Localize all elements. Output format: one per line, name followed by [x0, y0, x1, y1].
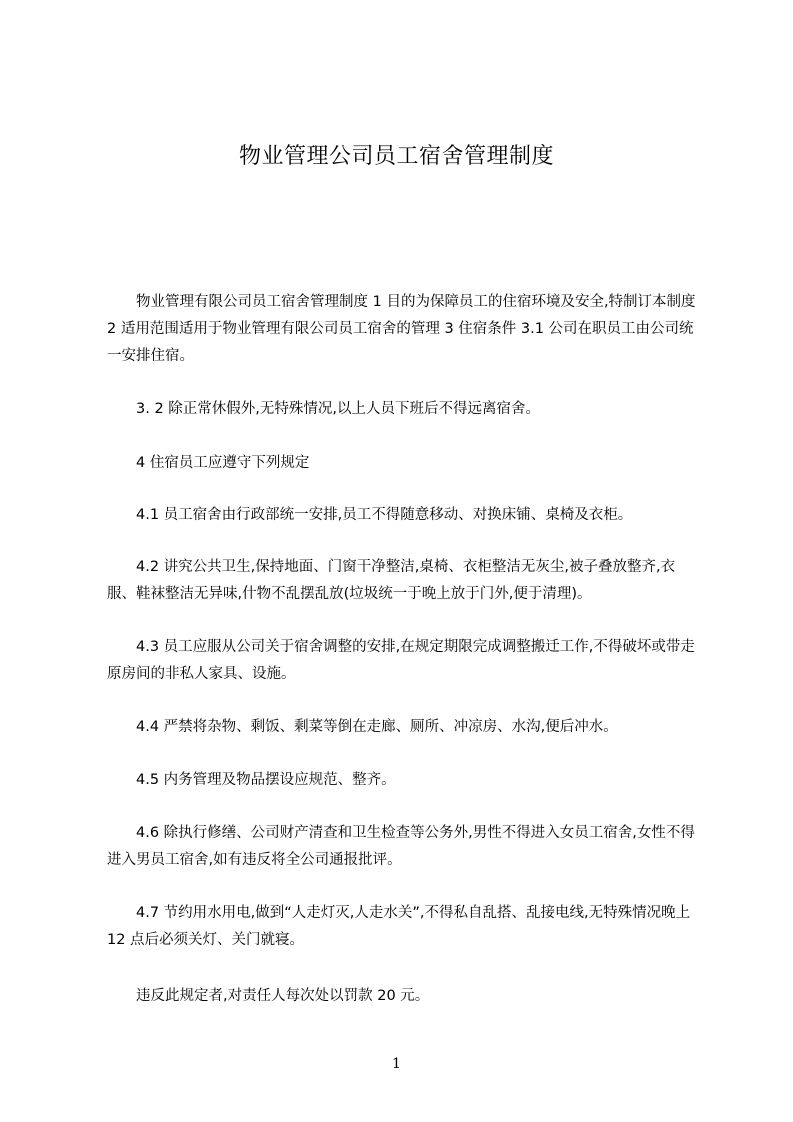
paragraph-penalty: [107, 983, 701, 1010]
page-number: 1: [392, 1056, 401, 1072]
paragraph-4-7: [107, 900, 701, 954]
paragraph-text: 4.5 内务管理及物品摆设应规范、整齐。: [136, 772, 396, 788]
paragraph-4-3: [107, 634, 701, 688]
paragraph-4-2: [107, 554, 701, 608]
paragraph-text: 4 住宿员工应遵守下列规定: [136, 455, 310, 471]
paragraph-3-2: [107, 396, 701, 423]
paragraph-intro: [107, 289, 701, 370]
paragraph-4: [107, 450, 701, 477]
paragraph-text: 4.4 严禁将杂物、剩饭、剩菜等倒在走廊、厕所、冲凉房、水沟,便后冲水。: [136, 719, 618, 735]
paragraph-text: 违反此规定者,对责任人每次处以罚款 20 元。: [136, 988, 430, 1004]
paragraph-text: 4.2 讲究公共卫生,保持地面、门窗干净整洁,桌椅、衣柜整洁无灰尘,被子叠放整齐,衣服、鞋袜整洁无异味,什物不乱摆乱放(垃圾统一于晚上放于门外,便于清理)。: [107, 559, 676, 602]
paragraph-text: 物业管理有限公司员工宿舍管理制度 1 目的为保障员工的住宿环境及安全,特制订本制度 2 适用范围适用于物业管理有限公司员工宿舍的管理 3 住宿条件 3.1 公司在职员工由公司统一安排住宿。: [107, 294, 696, 364]
document-title: 物业管理公司员工宿舍管理制度: [238, 144, 554, 169]
paragraph-4-4: [107, 714, 701, 741]
paragraph-text: 4.6 除执行修缮、公司财产清查和卫生检查等公务外,男性不得进入女员工宿舍,女性不得进入男员工宿舍,如有违反将全公司通报批评。: [107, 825, 695, 868]
paragraph-text: 4.7 节约用水用电,做到“人走灯灭,人走水关”,不得私自乱搭、乱接电线,无特殊情况晚上 12 点后必须关灯、关门就寝。: [107, 905, 691, 948]
paragraph-text: 3. 2 除正常休假外,无特殊情况,以上人员下班后不得远离宿舍。: [136, 401, 540, 417]
paragraph-text: 4.3 员工应服从公司关于宿舍调整的安排,在规定期限完成调整搬迁工作,不得破坏或带走原房间的非私人家具、设施。: [107, 639, 695, 682]
paragraph-4-5: [107, 767, 701, 794]
paragraph-text: 4.1 员工宿舍由行政部统一安排,员工不得随意移动、对换床铺、桌椅及衣柜。: [136, 507, 633, 523]
paragraph-4-6: [107, 820, 701, 874]
paragraph-4-1: [107, 502, 701, 529]
